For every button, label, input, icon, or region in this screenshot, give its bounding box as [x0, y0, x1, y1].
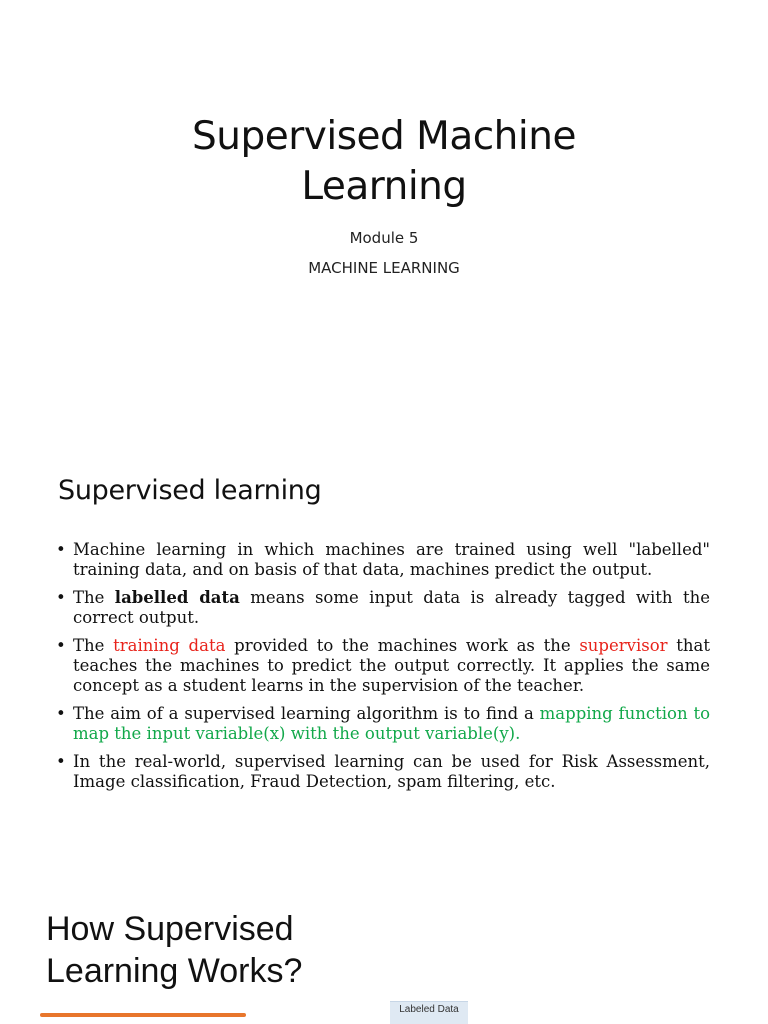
bullet-text: that teaches the machines to predict the output correctly. It applies the same concept as a student learns in the supervision of the teacher.	[73, 636, 710, 695]
heading-line-1: How Supervised	[46, 910, 294, 948]
slide-title-line-1: Supervised Machine	[192, 114, 576, 159]
bullet-item	[56, 636, 710, 696]
bullet-item	[56, 588, 710, 628]
slide-title	[0, 112, 768, 212]
slide-title-line-2: Learning	[301, 164, 467, 209]
course-label: MACHINE LEARNING	[308, 259, 460, 277]
bullet-text: The aim of a supervised learning algorithm is to find a	[73, 704, 540, 723]
figure-label: Labeled Data	[399, 1004, 459, 1015]
section-heading: Supervised learning	[58, 475, 322, 506]
bullet-highlight-red: training data	[113, 636, 226, 655]
bullet-item	[56, 704, 710, 744]
bullet-highlight-red: supervisor	[579, 636, 668, 655]
bullet-list	[56, 540, 710, 800]
bullet-text: The	[73, 636, 114, 655]
bullet-item	[56, 540, 710, 580]
module-label: Module 5	[349, 229, 419, 247]
bullet-text: Machine learning in which machines are trained using well "labelled" training data, and on basis of that data, machines predict the output.	[73, 540, 710, 579]
labeled-data-figure	[390, 1001, 468, 1024]
bullet-bold-term: labelled data	[114, 588, 240, 607]
bullet-text: The	[73, 588, 115, 607]
bullet-text: In the real-world, supervised learning can be used for Risk Assessment, Image classification, Fraud Detection, spam filtering, etc.	[73, 752, 710, 791]
bullet-text: provided to the machines work as the	[225, 636, 580, 655]
bullet-text: means some input data is already tagged with the correct output.	[73, 588, 710, 627]
heading-line-2: Learning Works?	[46, 952, 303, 990]
bullet-item	[56, 752, 710, 792]
how-it-works-heading	[46, 908, 446, 992]
accent-underline	[40, 1013, 246, 1017]
bullet-highlight-green: mapping function to map the input variable(x) with the output variable(y).	[73, 704, 711, 743]
